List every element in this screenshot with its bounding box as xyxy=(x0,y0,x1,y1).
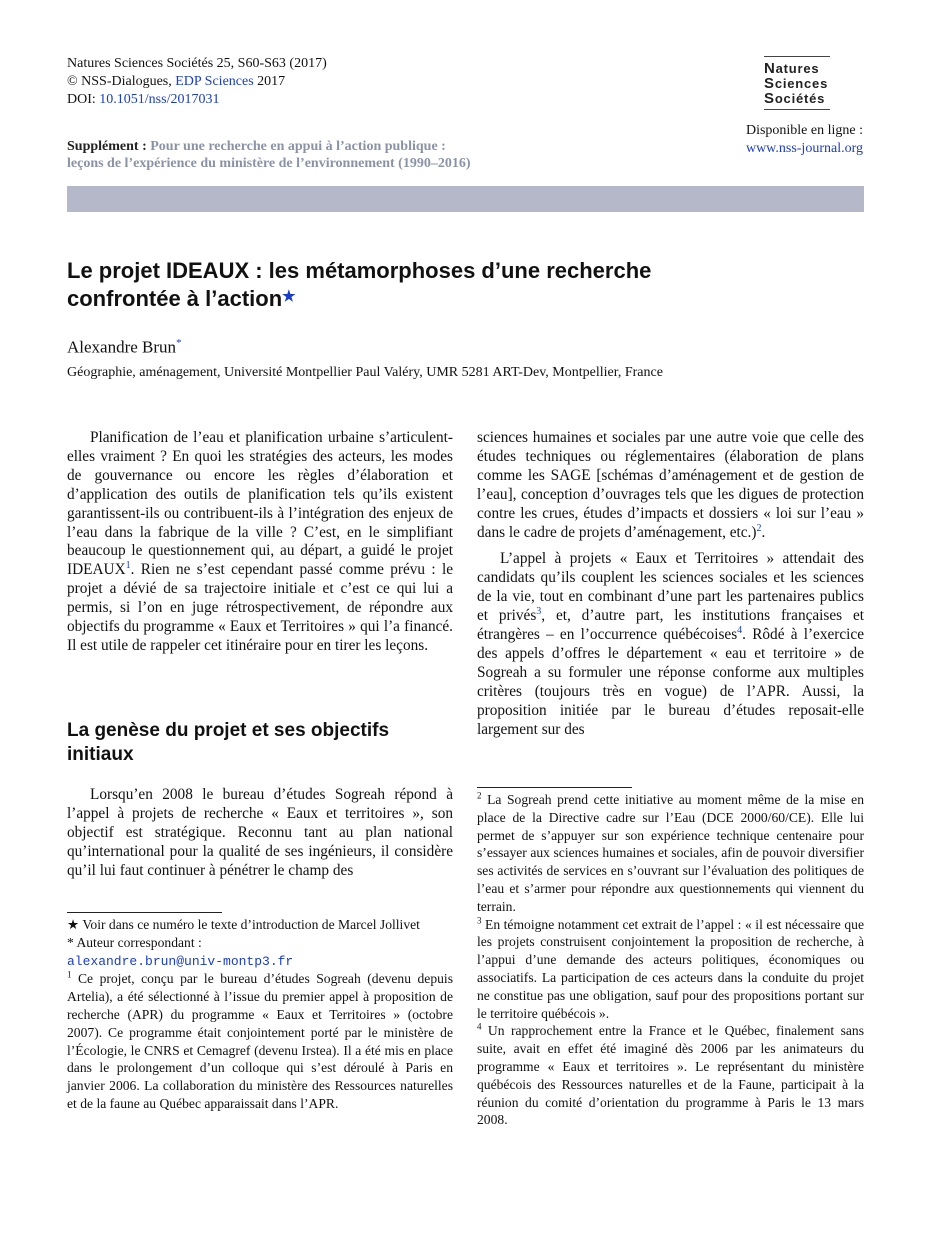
author-email-link[interactable]: alexandre.brun@univ-montp3.fr xyxy=(67,953,294,969)
article-title: Le projet IDEAUX : les métamorphoses d’une recherche confrontée à l’action★ xyxy=(67,258,652,311)
footnote-ref-2[interactable]: 2 xyxy=(756,522,762,534)
footnotes-right xyxy=(477,791,864,1129)
footnote-4: $^4$ Un rapprochement entre la France et le Québec, finalement sans suite, avait en effet été imaginé dès 2006 par les animateurs du programme « Eaux et territoires ». Le représentant du ministère québécois des Ressources naturelles et de la Faune, participait à la réunion du comité d’orientation du programme à Paris le 13 mars 2008. xyxy=(477,1021,864,1128)
availability-block xyxy=(746,122,863,158)
corresponding-author-note: * Auteur correspondant : xyxy=(67,934,202,950)
section-paragraph: Lorsqu’en 2008 le bureau d’études Sogreah répond à l’appel à projets de recherche « Eaux et territoires », son objectif est stratégique. Reconnu tant au plan national qu’international pour la qualité de ses ingénieurs, il considère qu’il lui faut continuer à pénétrer le champ des xyxy=(67,786,453,879)
publisher-link[interactable]: EDP Sciences xyxy=(175,74,254,89)
right-column-text xyxy=(477,429,864,740)
left-column-section xyxy=(67,786,453,881)
left-column-intro xyxy=(67,429,453,656)
journal-website-link[interactable]: www.nss-journal.org xyxy=(745,141,863,156)
intro-paragraph: Planification de l’eau et planification urbaine s’articulent-elles vraiment ? En quoi les stratégies des acteurs, les modes de gouvernance ou encore les règles d’élaboration et d’application des outils de planification tels qu’ils existent garantissent-ils ou contribuent-ils à l’intégration des enjeux de l’eau dans la fabrique de la ville ? C’est, en le simplifiant beaucoup le questionnement qui, au départ, a guidé le projet IDEAUX$^1$. Rien ne s’est cependant passé comme prévu : le projet a dévié de sa trajectoire initiale et c’est ce qui lui a permis, si l’on en juge rétrospectivement, de répondre aux objectifs du programme « Eaux et Territoires » qui l’a financé. Il est utile de rappeler cet itinéraire pour en tirer les leçons. xyxy=(67,429,453,654)
author-name: Alexandre Brun* xyxy=(67,337,182,357)
footnote-ref-1[interactable]: 1 xyxy=(125,560,131,572)
star-icon: ★ xyxy=(67,917,80,932)
author-affiliation: Géographie, aménagement, Université Montpellier Paul Valéry, UMR 5281 ART-Dev, Montpellier, France xyxy=(67,365,663,380)
supplement-title-line1[interactable]: Pour une recherche en appui à l’action publique : xyxy=(150,139,446,154)
continued-paragraph: sciences humaines et sociales par une autre voie que celle des études techniques ou réglementaires (élaboration de plans comme les SAGE [schémas d’aménagement et de gestion de l’eau], conception d’ouvrages tels que les digues de protection contre les crues, études d’impacts et dossiers « loi sur l’eau » dans le cadre de projets d’aménagement, etc.)$^2$. xyxy=(477,429,864,541)
title-footnote: ★ Voir dans ce numéro le texte d’introduction de Marcel Jollivet xyxy=(67,917,420,932)
availability-label: Disponible en ligne : xyxy=(745,123,863,138)
supplement-label: Supplément : xyxy=(67,139,151,154)
supplement-title-line2[interactable]: leçons de l’expérience du ministère de l’environnement (1990–2016) xyxy=(67,156,471,171)
footnote-2: $^2$ La Sogreah prend cette initiative au moment même de la mise en place de la Directive cadre sur l’Eau (DCE 2000/60/CE). Elle lui permet de s’appuyer sur son expérience technique centenaire pour s’essayer aux sciences humaines et sociales, afin de pouvoir diversifier ses activités de services en s’ouvrant sur l’évaluation des politiques de l’eau et s’armer pour répondre aux questionnements qui viennent du terrain. xyxy=(477,790,864,914)
corresponding-author-mark[interactable]: * xyxy=(176,337,182,349)
doi-line: DOI: 10.1051/nss/2017031 xyxy=(67,92,220,107)
footnote-divider-left xyxy=(67,912,222,913)
title-footnote-star-icon[interactable]: ★ xyxy=(282,288,296,305)
footnote-1: $^1$ Ce projet, conçu par le bureau d’études Sogreah (devenu depuis Artelia), a été sélectionné à l’issue du premier appel à proposition de recherche (APR) du programme « Eaux et Territoires » (octobre 2007). Ce programme était conjointement porté par le ministère de l’Écologie, le CNRS et Cemagref (devenu Irstea). Il a été mis en place dans le prolongement d’un colloque qui s’est déroulé à Paris en janvier 2006. La collaboration du ministère des Ressources naturelles et de la faune au Québec apparaissait dans l’APR. xyxy=(67,969,453,1111)
copyright-line: © NSS-Dialogues, EDP Sciences 2017 xyxy=(67,74,286,89)
doi-link[interactable]: 10.1051/nss/2017031 xyxy=(99,92,220,107)
supplement-info xyxy=(67,138,470,172)
journal-logo: Natures Sciences Sociétés xyxy=(764,56,830,110)
footnote-divider-right xyxy=(477,787,632,788)
footnotes-left xyxy=(67,916,453,1113)
footnote-ref-3[interactable]: 3 xyxy=(536,606,542,618)
header-band xyxy=(67,186,864,212)
footnote-3: $^3$ En témoigne notamment cet extrait de l’appel : « il est nécessaire que les projets construisent conjointement la proposition de recherche, à l’appui d’une demande des acteurs politiques, économiques ou associatifs. La participation de ces acteurs dans la conduite du projet ne constitue pas une obligation, sauf pour des propositions portant sur le territoire québécois ». xyxy=(477,915,864,1021)
section-heading: La genèse du projet et ses objectifs initiaux xyxy=(67,720,390,765)
journal-header xyxy=(67,55,327,109)
journal-citation: Natures Sciences Sociétés 25, S60-S63 (2017) xyxy=(67,56,327,71)
footnote-ref-4[interactable]: 4 xyxy=(737,624,743,636)
call-paragraph: L’appel à projets « Eaux et Territoires » attendait des candidats qu’ils couplent les sciences sociales et les sciences de la vie, tout en combinant d’une part les partenaires publics et privés$^3$, et, d’autre part, les institutions françaises et étrangères – en l’occurrence québécoises$^4$. Rôdé à l’exercice des appels d’offres le département « eau et territoire » de Sogreah a su formuler une réponse conforme aux multiples critères (toujours très en vogue) de l’APR. Aussi, la proposition initiée par le bureau d’études reposait-elle largement sur des xyxy=(477,550,865,738)
